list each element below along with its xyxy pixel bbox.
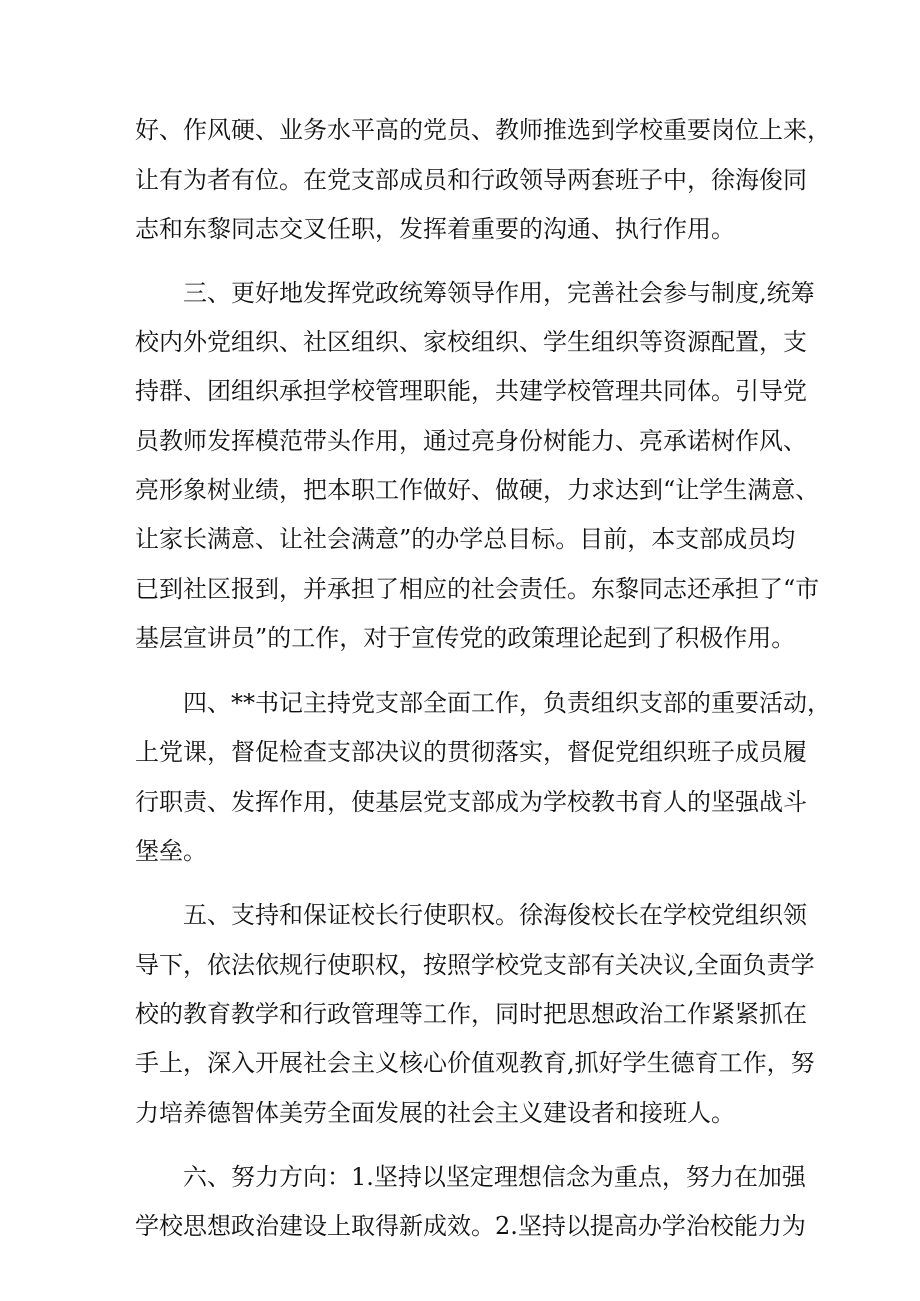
text-line: 行职责、发挥作用，使基层党支部成为学校教书育人的坚强战斗 bbox=[135, 788, 807, 816]
text-line: 已到社区报到，并承担了相应的社会责任。东黎同志还承担了“市 bbox=[135, 575, 820, 603]
text-line: 好、作风硬、业务水平高的党员、教师推选到学校重要岗位上来， bbox=[135, 116, 831, 144]
text-line: 四、**书记主持党支部全面工作，负责组织支部的重要活动， bbox=[135, 689, 831, 717]
text-line: 志和东黎同志交叉任职，发挥着重要的沟通、执行作用。 bbox=[135, 215, 735, 243]
text-line: 让有为者有位。在党支部成员和行政领导两套班子中，徐海俊同 bbox=[135, 166, 807, 194]
text-line: 手上，深入开展社会主义核心价值观教育,抓好学生德育工作，努 bbox=[135, 1049, 815, 1077]
text-line: 导下，依法依规行使职权，按照学校党支部有关决议,全面负责学 bbox=[135, 951, 815, 979]
text-line: 学校思想政治建设上取得新成效。2.坚持以提高办学治校能力为 bbox=[135, 1212, 806, 1240]
text-line: 持群、团组织承担学校管理职能，共建学校管理共同体。引导党 bbox=[135, 377, 807, 405]
text-line: 基层宣讲员”的工作，对于宣传党的政策理论起到了积极作用。 bbox=[135, 624, 796, 652]
text-line: 六、努力方向：1.坚持以坚定理想信念为重点，努力在加强 bbox=[135, 1163, 806, 1191]
text-line: 五、支持和保证校长行使职权。徐海俊校长在学校党组织领 bbox=[135, 901, 807, 929]
text-line: 员教师发挥模范带头作用，通过亮身份树能力、亮承诺树作风、 bbox=[135, 427, 807, 455]
text-line: 上党课，督促检查支部决议的贯彻落实，督促党组织班子成员履 bbox=[135, 738, 807, 766]
text-line: 校内外党组织、社区组织、家校组织、学生组织等资源配置，支 bbox=[135, 328, 807, 356]
text-line: 力培养德智体美劳全面发展的社会主义建设者和接班人。 bbox=[135, 1099, 735, 1127]
text-line: 堡垒。 bbox=[135, 837, 207, 865]
text-line: 三、更好地发挥党政统筹领导作用，完善社会参与制度,统筹 bbox=[135, 279, 815, 307]
text-line: 亮形象树业绩，把本职工作做好、做硬，力求达到“让学生满意、 bbox=[135, 476, 820, 504]
text-line: 校的教育教学和行政管理等工作，同时把思想政治工作紧紧抓在 bbox=[135, 1000, 807, 1028]
text-line: 让家长满意、让社会满意”的办学总目标。目前，本支部成员均 bbox=[135, 525, 796, 553]
